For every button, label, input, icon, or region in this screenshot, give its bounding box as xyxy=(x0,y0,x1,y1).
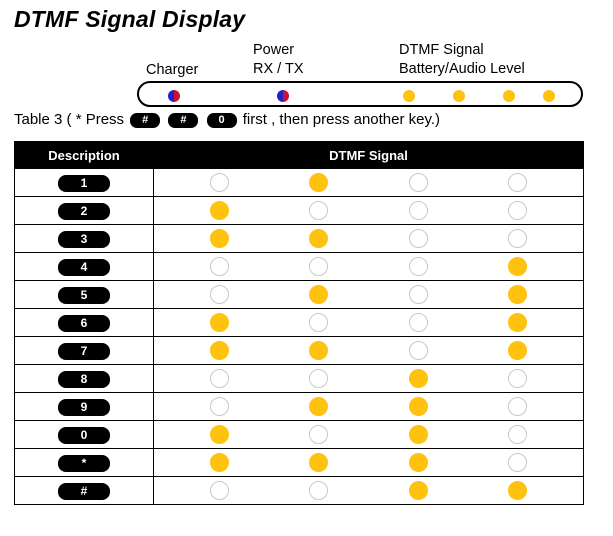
column-header-dtmf-signal: DTMF Signal xyxy=(154,142,584,169)
signal-led-4-off xyxy=(508,453,527,472)
keycap-9: 0 xyxy=(58,427,110,444)
table-row xyxy=(15,281,584,309)
signal-led-4-on xyxy=(508,481,527,500)
caption-key-hash-2: # xyxy=(168,113,198,128)
label-charger: Charger xyxy=(146,62,199,78)
table-row xyxy=(15,253,584,281)
signal-led-2-on xyxy=(309,397,328,416)
signal-led-3-off xyxy=(409,229,428,248)
row-signal-cell xyxy=(154,253,584,281)
dtmf-led-1 xyxy=(403,90,415,102)
dtmf-led-3 xyxy=(503,90,515,102)
table-header-row xyxy=(15,142,584,169)
signal-led-4-off xyxy=(508,201,527,220)
keycap-11: # xyxy=(58,483,110,500)
keycap-8: 9 xyxy=(58,399,110,416)
signal-led-1-off xyxy=(210,173,229,192)
signal-led-1-off xyxy=(210,397,229,416)
table-body xyxy=(15,169,584,505)
label-rx-tx: RX / TX xyxy=(253,61,304,77)
signal-led-4-on xyxy=(508,257,527,276)
signal-led-3-off xyxy=(409,313,428,332)
signal-led-3-off xyxy=(409,173,428,192)
signal-led-2-on xyxy=(309,453,328,472)
signal-led-2-off xyxy=(309,257,328,276)
row-description-cell xyxy=(15,169,154,197)
row-signal-cell xyxy=(154,393,584,421)
row-description-cell xyxy=(15,337,154,365)
table-row xyxy=(15,169,584,197)
signal-led-2-on xyxy=(309,285,328,304)
signal-led-3-off xyxy=(409,257,428,276)
row-description-cell xyxy=(15,197,154,225)
row-description-cell xyxy=(15,309,154,337)
signal-led-2-on xyxy=(309,229,328,248)
caption-prefix: Table 3 ( * Press xyxy=(14,111,125,128)
signal-led-2-off xyxy=(309,481,328,500)
signal-led-1-on xyxy=(210,313,229,332)
dtmf-led-4 xyxy=(543,90,555,102)
signal-led-1-off xyxy=(210,257,229,276)
column-header-description: Description xyxy=(15,142,154,169)
table-row xyxy=(15,337,584,365)
keycap-0: 1 xyxy=(58,175,110,192)
keycap-10: * xyxy=(58,455,110,472)
signal-led-1-on xyxy=(210,229,229,248)
signal-led-4-off xyxy=(508,425,527,444)
row-signal-cell xyxy=(154,197,584,225)
signal-led-4-off xyxy=(508,229,527,248)
caption-key-hash-1: # xyxy=(130,113,160,128)
label-power: Power xyxy=(253,42,295,58)
signal-led-1-off xyxy=(210,369,229,388)
signal-led-1-on xyxy=(210,453,229,472)
signal-led-4-off xyxy=(508,369,527,388)
signal-led-4-off xyxy=(508,397,527,416)
table-row xyxy=(15,197,584,225)
keycap-3: 4 xyxy=(58,259,110,276)
signal-led-4-off xyxy=(508,173,527,192)
signal-led-3-on xyxy=(409,453,428,472)
device-led-bar xyxy=(137,81,583,107)
table-row xyxy=(15,393,584,421)
signal-led-2-off xyxy=(309,201,328,220)
signal-led-3-on xyxy=(409,425,428,444)
row-description-cell xyxy=(15,365,154,393)
signal-led-1-on xyxy=(210,341,229,360)
row-signal-cell xyxy=(154,169,584,197)
row-signal-cell xyxy=(154,421,584,449)
keycap-2: 3 xyxy=(58,231,110,248)
dtmf-led-2 xyxy=(453,90,465,102)
row-description-cell xyxy=(15,253,154,281)
table-row xyxy=(15,309,584,337)
signal-led-2-on xyxy=(309,341,328,360)
table-caption xyxy=(14,111,440,128)
signal-led-3-off xyxy=(409,341,428,360)
row-description-cell xyxy=(15,225,154,253)
keycap-5: 6 xyxy=(58,315,110,332)
signal-led-3-off xyxy=(409,285,428,304)
row-signal-cell xyxy=(154,477,584,505)
signal-led-4-on xyxy=(508,285,527,304)
label-battery-audio-level: Battery/Audio Level xyxy=(399,61,525,77)
signal-led-2-off xyxy=(309,425,328,444)
page-title: DTMF Signal Display xyxy=(14,6,246,32)
row-signal-cell xyxy=(154,365,584,393)
row-description-cell xyxy=(15,393,154,421)
signal-led-1-off xyxy=(210,481,229,500)
row-signal-cell xyxy=(154,225,584,253)
signal-led-2-off xyxy=(309,369,328,388)
keycap-6: 7 xyxy=(58,343,110,360)
signal-led-1-on xyxy=(210,425,229,444)
signal-led-3-on xyxy=(409,397,428,416)
signal-led-2-on xyxy=(309,173,328,192)
signal-led-3-off xyxy=(409,201,428,220)
signal-led-3-on xyxy=(409,481,428,500)
table-row xyxy=(15,449,584,477)
signal-led-4-on xyxy=(508,341,527,360)
row-signal-cell xyxy=(154,337,584,365)
table-row xyxy=(15,365,584,393)
table-row xyxy=(15,421,584,449)
row-signal-cell xyxy=(154,281,584,309)
caption-suffix: first , then press another key.) xyxy=(242,111,441,128)
signal-led-1-on xyxy=(210,201,229,220)
row-description-cell xyxy=(15,477,154,505)
charger-led xyxy=(168,90,180,102)
row-description-cell xyxy=(15,421,154,449)
signal-led-2-off xyxy=(309,313,328,332)
row-description-cell xyxy=(15,449,154,477)
table-row xyxy=(15,477,584,505)
row-signal-cell xyxy=(154,449,584,477)
signal-led-4-on xyxy=(508,313,527,332)
row-signal-cell xyxy=(154,309,584,337)
table-row xyxy=(15,225,584,253)
caption-key-zero: 0 xyxy=(207,113,237,128)
keycap-7: 8 xyxy=(58,371,110,388)
signal-led-3-on xyxy=(409,369,428,388)
dtmf-signal-table xyxy=(14,141,584,505)
label-dtmf-signal: DTMF Signal xyxy=(399,42,484,58)
row-description-cell xyxy=(15,281,154,309)
power-rxtx-led xyxy=(277,90,289,102)
keycap-4: 5 xyxy=(58,287,110,304)
signal-led-1-off xyxy=(210,285,229,304)
keycap-1: 2 xyxy=(58,203,110,220)
